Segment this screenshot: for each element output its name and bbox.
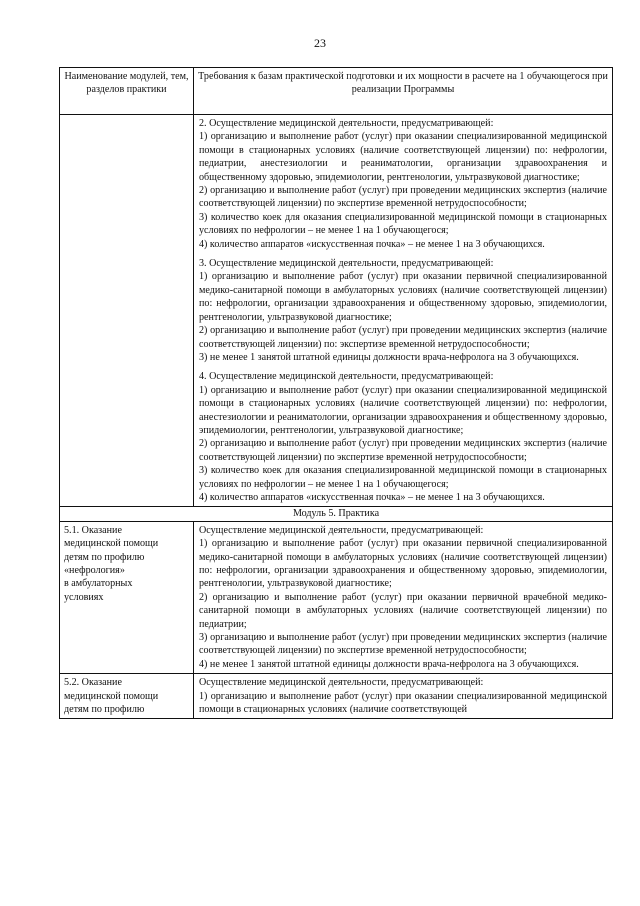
requirement-block-3 — [199, 257, 607, 364]
block-line: 3) не менее 1 занятой штатной единицы должности врача-нефролога на 3 обучающихся. — [199, 351, 579, 363]
requirement-block-2 — [199, 117, 607, 251]
module-title-row — [60, 507, 613, 521]
table-row-continued — [60, 115, 613, 507]
row-continued-left-cell — [60, 115, 194, 507]
page-number: 23 — [314, 36, 326, 50]
title-line: детям по профилю — [64, 704, 145, 716]
header-col-requirements: Требования к базам практической подготовки и их мощности в расчете на 1 обучающегося при реализации Программы — [194, 68, 613, 115]
row-continued-right-cell — [194, 115, 613, 507]
title-line: 5.1. Оказание — [64, 524, 122, 536]
block-line: 1) организацию и выполнение работ (услуг) при оказании специализированной медицинской помощи в стационарных условиях (наличие соответствующей лицензии) по: нефрологии, педиатрии, анестезиологии и реаниматологии, организации здравоохранения и общественному здоровью, эпидемиологии, рентгенологии, ультразвуковой диагностике; — [199, 131, 607, 183]
block-line: 4. Осуществление медицинской деятельности, предусматривающей: — [199, 371, 494, 383]
title-line: медицинской помощи — [64, 538, 159, 550]
table-row-5-1 — [60, 521, 613, 673]
block-line: 2) организацию и выполнение работ (услуг) при проведении медицинских экспертиз (наличие соответствующей лицензии) по экспертизе временной нетрудоспособности; — [199, 185, 607, 210]
row-5-2-requirements — [194, 674, 613, 719]
block-line: 4) количество аппаратов «искусственная почка» – не менее 1 на 3 обучающихся. — [199, 238, 545, 250]
block-line: 4) количество аппаратов «искусственная почка» – не менее 1 на 3 обучающихся. — [199, 491, 545, 503]
block-line: 1) организацию и выполнение работ (услуг) при оказании первичной специализированной медико-санитарной помощи в амбулаторных условиях (наличие соответствующей лицензии) по: нефрологии, организации здравоохранения и общественному здоровью, эпидемиологии, рентгенологии, ультразвуковой диагностике; — [199, 538, 607, 590]
requirements-table — [59, 67, 613, 719]
block-line: 4) не менее 1 занятой штатной единицы должности врача-нефролога на 3 обучающихся. — [199, 658, 579, 670]
block-line: 3. Осуществление медицинской деятельности, предусматривающей: — [199, 258, 494, 270]
block-line: 2) организацию и выполнение работ (услуг) при оказании первичной врачебной медико-санитарной помощи в амбулаторных условиях (наличие соответствующей лицензии) по педиатрии; — [199, 591, 607, 630]
requirement-block-5-1 — [199, 524, 607, 671]
row-5-1-title — [60, 521, 194, 673]
title-line: 5.2. Оказание — [64, 677, 122, 689]
title-line: в амбулаторных — [64, 578, 133, 590]
table-row-5-2 — [60, 674, 613, 719]
block-line: 3) количество коек для оказания специализированной медицинской помощи в стационарных условиях по нефрологии – не менее 1 на 1 обучающегося; — [199, 465, 607, 490]
requirement-block-5-2 — [199, 676, 607, 714]
title-line: условиях — [64, 591, 104, 603]
block-line: 2. Осуществление медицинской деятельности, предусматривающей: — [199, 118, 494, 129]
block-line: Осуществление медицинской деятельности, предусматривающей: — [199, 677, 484, 689]
row-5-1-requirements — [194, 521, 613, 673]
block-line: 2) организацию и выполнение работ (услуг) при проведении медицинских экспертиз (наличие соответствующей лицензии) по: экспертизе временной нетрудоспособности; — [199, 325, 607, 350]
requirement-block-4 — [199, 370, 607, 504]
block-line: Осуществление медицинской деятельности, предусматривающей: — [199, 524, 484, 536]
block-line: 1) организацию и выполнение работ (услуг) при оказании первичной специализированной медико-санитарной помощи в амбулаторных условиях (наличие соответствующей лицензии) по: нефрологии, организации здравоохранения и общественному здоровью, эпидемиологии, рентгенологии, ультразвуковой диагностике; — [199, 271, 607, 323]
table-header-row — [60, 68, 613, 115]
title-line: медицинской помощи — [64, 690, 159, 702]
title-line: детям по профилю — [64, 551, 145, 563]
block-line: 3) количество коек для оказания специализированной медицинской помощи в стационарных условиях по нефрологии – не менее 1 на 1 обучающегося; — [199, 211, 607, 237]
row-5-2-title — [60, 674, 194, 719]
module-title: Модуль 5. Практика — [60, 507, 613, 521]
block-line: 2) организацию и выполнение работ (услуг) при проведении медицинских экспертиз (наличие соответствующей лицензии) по экспертизе временной нетрудоспособности; — [199, 438, 607, 463]
block-line: 1) организацию и выполнение работ (услуг) при оказании специализированной медицинской помощи в стационарных условиях (наличие соответствующей — [199, 690, 607, 715]
block-line: 1) организацию и выполнение работ (услуг) при оказании специализированной медицинской помощи в стационарных условиях (наличие соответствующей лицензии) по: нефрологии, анестезиологии и реаниматологии, организации здравоохранения и общественному здоровью, эпидемиологии, рентгенологии, ультразвуковой диагностике; — [199, 384, 607, 436]
block-line: 3) организацию и выполнение работ (услуг) при проведении медицинских экспертиз (наличие соответствующей лицензии) по экспертизе временной нетрудоспособности; — [199, 632, 607, 657]
title-line: «нефрология» — [64, 565, 125, 576]
header-col-modules: Наименование модулей, тем, разделов практики — [60, 68, 194, 115]
